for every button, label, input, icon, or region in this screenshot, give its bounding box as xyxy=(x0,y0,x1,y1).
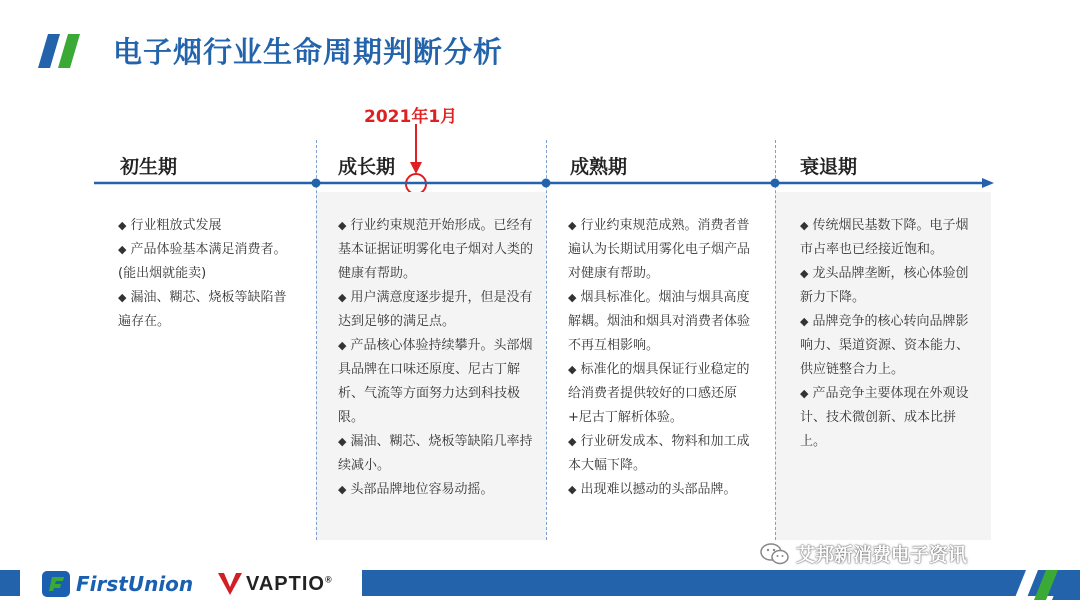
brand-vaptio: VAPTIO® xyxy=(246,572,333,595)
footer-bar-left xyxy=(0,570,20,596)
list-item: ◆ 漏油、糊芯、烧板等缺陷几率持续减小。 xyxy=(338,434,533,473)
stage-bullets-maturity xyxy=(568,214,760,502)
stage-bullets-infancy xyxy=(118,214,298,334)
firstunion-logo-icon xyxy=(42,571,70,597)
list-item: ◆ 头部品牌地位容易动摇。 xyxy=(338,482,494,497)
footer-bar xyxy=(362,570,1080,600)
stage-title: 初生期 xyxy=(120,156,178,178)
list-item: ◆ 用户满意度逐步提升，但是没有达到足够的满足点。 xyxy=(338,290,533,329)
list-item: ◆ 行业约束规范开始形成。已经有基本证据证明雾化电子烟对人类的健康有帮助。 xyxy=(338,218,534,281)
wechat-watermark xyxy=(760,540,967,567)
logo-stripes-icon xyxy=(38,34,82,68)
list-item: ◆ 龙头品牌垄断，核心体验创新力下降。 xyxy=(800,266,969,305)
list-item: ◆ 产品竞争主要体现在外观设计、技术微创新、成本比拼上。 xyxy=(800,386,969,449)
vaptio-logo xyxy=(218,570,333,598)
marker-label: 2021年1月 xyxy=(364,107,458,127)
list-item: ◆ 传统烟民基数下降。电子烟市占率也已经接近饱和。 xyxy=(800,218,969,257)
list-item: ◆ 漏油、糊芯、烧板等缺陷普遍存在。 xyxy=(118,290,287,329)
divider xyxy=(775,140,776,540)
list-item: ◆ 烟具标准化。烟油与烟具高度解耦。烟油和烟具对消费者体验不再互相影响。 xyxy=(568,290,751,353)
stage-title: 衰退期 xyxy=(800,156,858,178)
list-item: ◆ 行业粗放式发展 xyxy=(118,218,222,233)
list-item: ◆ 产品体验基本满足消费者。(能出烟就能卖) xyxy=(118,242,287,281)
stage-bullets-decline xyxy=(800,214,980,454)
list-item: ◆ 品牌竞争的核心转向品牌影响力、渠道资源、资本能力、供应链整合力上。 xyxy=(800,314,970,377)
vaptio-logo-icon xyxy=(218,573,242,595)
wechat-icon xyxy=(760,542,790,566)
firstunion-logo xyxy=(42,570,193,598)
page-title: 电子烟行业生命周期判断分析 xyxy=(113,35,504,69)
stage-bullets-growth xyxy=(338,214,534,502)
list-item: ◆ 出现难以撼动的头部品牌。 xyxy=(568,482,737,497)
list-item: ◆ 行业约束规范成熟。消费者普遍认为长期试用雾化电子烟产品对健康有帮助。 xyxy=(568,218,751,281)
list-item: ◆ 产品核心体验持续攀升。头部烟具品牌在口味还原度、尼古丁解析、气流等方面努力达到科技极限。 xyxy=(338,338,533,425)
timeline-axis xyxy=(94,176,994,190)
list-item: ◆ 标准化的烟具保证行业稳定的给消费者提供较好的口感还原+尼古丁解析体验。 xyxy=(568,362,750,425)
list-item: ◆ 行业研发成本、物料和加工成本大幅下降。 xyxy=(568,434,750,473)
wechat-account: 艾邦新消费电子资讯 xyxy=(796,544,968,566)
stage-title: 成长期 xyxy=(338,156,396,178)
divider xyxy=(546,140,547,540)
stage-title: 成熟期 xyxy=(570,156,628,178)
divider xyxy=(316,140,317,540)
brand-firstunion: FirstUnion xyxy=(76,572,194,596)
